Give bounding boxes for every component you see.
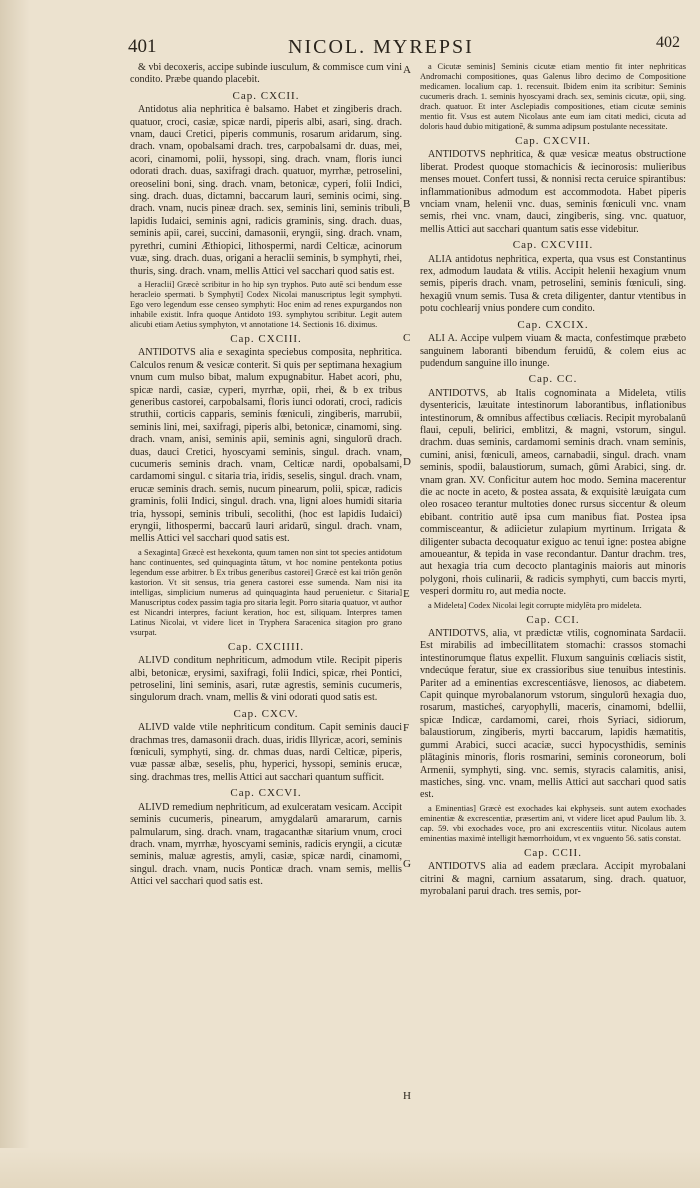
chapter-text: ANTIDOTVS alia e sexaginta speciebus composita, nephritica. Calculos renum & vesicæ conterit. Si quis per septimana hexagium vnum cum mulso bibat, malum expugnabitur. Habet acori, phu, spicæ nardi, casiæ, cyperi, myrrhæ, opii, rhei, & b ex tribus generibus castorei, carpobalsami, floris iunci odorati, croci, radicis struthii, corticis capparis, seminis fœniculi, zingiberis, marrubii, seminis lini, mei, saxifragi, piperis albi, betonicæ, cinamomi, sing. drach. vnam, anisi, seminis apii, seminis agni, singulorū drach. duas, dauci Cretici, hyoscyami seminis, singul. drach. vnam, cucumeris seminis drach. vnam, Celticæ nardi, opobalsami, cardamomi singul. c sitaria tria, iridis, seselis, singul. drach. vnam, erucæ seminis drach. semis, nucum pinearum, polii, spicæ, radicis graminis, folii Indici, singul. drach. vna, ligni aloes humidi sitaria tria, hyssopi, seminis tribuli, secolithi, (hoc est lapidis Iudaici) eryngii, lithospermi, baccarū lauri aridarū, singul. drach. vnam, mellis Attici vel sacchari quod satis est. <box>130 347 402 545</box>
chapter-heading: Cap. CXCVIII. <box>512 239 594 252</box>
chapter-heading: Cap. CCI. <box>526 613 580 626</box>
chapter-heading: Cap. CCII. <box>524 846 582 859</box>
annotation: a Mideleta] Codex Nicolai legit corrupte midylēta pro mideleta. <box>428 600 642 610</box>
chapter-heading: Cap. CXCVI. <box>230 787 302 800</box>
chapter-text: Antidotus alia nephritica è balsamo. Habet et zingiberis drach. quatuor, croci, casiæ, spicæ nardi, piperis albi, asari, sing. drach. vnam, dauci Cretici, piperis communis, rosarum aridarum, sing. drach. vnam, opobalsami drach. tres, carpobalsami dr. duas, mei, acori, cinamomi, polii, hyssopi, sing. drach. vnam, floris iunci odorati drach. duas, saxifragi drach. quatuor, myrrhæ, petroselini, oreoselini boni, sing. drach. vnam, betonicæ, cyperi, folii Indici, sing. drach. duas, dictamni, baccarum lauri, seminis ocimi, sing. drach. vnam, nucis pineæ drach. sex, seminis lini, seminis tribuli, lapidis Iudaici, seminis agni, radicis graminis, sing. drach. duas, seminis apii, carei, succini, damasonii, eryngii, sing. drach. vnam, pyrethri, cumini Æthiopici, lithospermi, nardi Celticæ, acinorum vuæ, sing. drach. duas, origani a heraclii seminis, b symphyti, rhei, thuris, sing. drach. vnam, mellis Attici vel sacchari quod satis est. <box>130 104 402 277</box>
chapter-text: ALIVD valde vtile nephriticum conditum. Capit seminis dauci drachmas tres, damasonii drach. duas, iridis Illyricæ, acori, seminis fœniculi, symphyti, sing. dr. chmas duas, nardi Celticæ, piperis, vuæ passæ albæ, seselis, phu, hyperici, hyssopi, seminis erucæ, sing. drachmas tres, mellis Attici aut sacchari quantum sufficit. <box>130 722 402 783</box>
chapter-heading: Cap. CXCII. <box>232 89 300 102</box>
chapter-heading: Cap. CXCIIII. <box>227 640 305 653</box>
page-number-right: 402 <box>656 34 680 51</box>
annotation: a Heraclii] Græcè scribitur in ho hip syn tryphos. Puto autē sci bendum esse heracleio spermati. b Symphyti] Codex Nicolai manuscriptus legit symphyti. Ego vero legendum esse censeo symphyti: Hoc enim ad renes expurgandos non inhabile existit. Infra quoque Antidoto 193. symphytou scribitur. Legit autem alicubi etiam Aetius symphyton, vt annotatione 14. Sectionis 16. diximus. <box>130 279 402 329</box>
annotation: a Sexaginta] Græcè est hexekonta, quum tamen non sint tot species antidotum hanc continuentes, sed quinquaginta tātum, vt hoc nomine pentekonta potius legendum esse arbitrer. b Ex tribus generibus castorei] Græcè est kai triōn genōn kastorion. Vt sit sensus, tria genera castorei esse sumenda. Nam nisi ita intelligas, simplicium numerus ad quinquaginta haud peruenietur. c Sitaria] Manuscriptus codex passim tagia pro sitaria legit. Porro sitaria quatuor, vt author est Nicandri interpres, faciunt keration, hoc est, siliquam. Interpres tamen Latinus Nicolai, vt videre licet in Tryphera Saracenica sitagion pro grano vsurpat. <box>130 547 402 637</box>
spine-shadow <box>0 0 30 1188</box>
margin-letter-e: E <box>403 588 410 600</box>
chapter-text: ANTIDOTVS, ab Italis cognominata a Mideleta, vtilis dysentericis, læuitate intestinorum laborantibus, inflationibus intestinorum, & omnibus affectibus cœliacis. Recipit myrobalanū flaui, cepuli, belirici, emblitzi, & magni, vstorum, singul. drachm. duas seminis, cardamomi seminis drach. vnam seminis, cumini, anisi, fœniculi, ameos, carnabadii, singul. drach. vnam seminis, spodii, balaustiorum, sumach, gūmi Arabici, sing. dr. vnam gran. XV. Conficitur autem hoc modo. Semina macerentur die ac nocte in aceto, & postea assata, & exquisitè læuigata cum oleo rosaceo terantur multoties donec rursus siccentur & oleum ebibant. contritio autē ipsa cum manibus fiat. Postea ipsa commisceantur, & adiicietur zulapium myrtinum. Irrigata & diligenter subacta decoquatur exiguo ac tenui igne: postea abigne amoueantur, & tepida in vase recondantur. Dantur drachm. tres, aut hexagia tria cum decocto plantaginis maioris aut minoris polygoni, rhois culinarii, & radicis symphyti, cum baccis myrti, vesperi dormitu ro, aut media nocte. <box>420 387 686 598</box>
running-title: NICOL. MYREPSI <box>288 36 474 58</box>
margin-letter-f: F <box>403 722 410 734</box>
margin-letter-a: A <box>403 64 411 76</box>
annotation: a Cicutæ seminis] Seminis cicutæ etiam mentio fit inter nephriticas Andromachi compositiones, quas Galenus libro decimo de Compositione medicamen. localium cap. 1. recensuit. Ibidem enim ita scribitur: Seminis cucumeris drach. 1. seminis hyoscyami drach. sex, seminis cicutæ, opii, sing. drach. quatuor. Et inter Asclepiadis compositiones, etiam cicutæ seminis mentio fit. Vsus est autem Nicolaus ante eum iam citati medici, cicuta ad doloris haud dubio mitigationē, & summa adipsum postulante necessitate. <box>420 62 686 131</box>
chapter-text: ALIVD remedium nephriticum, ad exulceratam vesicam. Accipit seminis cucumeris, pinearum, amygdalarū amararum, carnis palmularum, sing. drach. vnam, tragacanthæ sitarium vnum, croci drach. vnam, myrrhæ, hyoscyami seminis, radicis eryngii, a cicutæ seminis, maluæ agrestis, amyli, casiæ, spicæ nardi, cinamomi, singul. drach. vnam, nucis Ponticæ drach. vnam semis, mellis Attici vel sacchari quod satis est. <box>130 801 402 888</box>
page-bottom-shade <box>0 1148 700 1188</box>
chapter-heading: Cap. CXCV. <box>233 707 299 720</box>
chapter-text: ALIVD conditum nephriticum, admodum vtile. Recipit piperis albi, betonicæ, erysimi, saxifragi, folii Indici, spicæ, rhei Pontici, petroselini, lini seminis, asari, rutæ agrestis, seminis cucumeris, singulorum drach. vnam, mellis & vini odorati quod satis est. <box>130 655 402 704</box>
chapter-heading: Cap. CXCIX. <box>517 318 589 331</box>
chapter-heading: Cap. CC. <box>528 373 578 386</box>
chapter-heading: Cap. CXCIII. <box>230 332 302 345</box>
chapter-heading: Cap. CXCVII. <box>515 135 591 147</box>
margin-letter-c: C <box>403 332 411 344</box>
margin-letter-h: H <box>403 1090 411 1102</box>
chapter-text: ALI A. Accipe vulpem viuam & macta, confestimque præbeto sanguinem laboranti bibendum feruidū, & colem eius ac pudendum sanguine illo inunge. <box>420 333 686 369</box>
chapter-text: ALIA antidotus nephritica, experta, qua vsus est Constantinus rex, admodum laudata & vtilis. Accipit helenii hexagium vnum semis, piperis drach. vnam, petroselini, seminis fœniculi, sing. hexagiū vnum semis. Tusa & creta diligenter, dantur vtentibus in potu cochlearij vnius pondere cum condito. <box>420 253 686 315</box>
chapter-text: ANTIDOTVS nephritica, & quæ vesicæ meatus obstructione liberat. Prodest quoque stomachicis & iecinorosis: mulieribus menses mouet. Confert tussi, & nonnisi recta ceruice spirantibus: inflammationibus admodum est accommodota. Habet piperis vnciam vnam, helenii vnc. duas, seminis fœniculi vnc. vnam semis, rhei vnc. vnam, dauci, zingiberis, sing. vnc. quatuor, mellis Attici aut sacchari quantum satis esse videbitur. <box>420 149 686 235</box>
chapter-text: ANTIDOTVS, alia, vt prædictæ vtilis, cognominata Sardacii. Est mirabilis ad imbecillitatem stomachi: crassos stomachi intestinorumque flatus expellit. Fluxum sanguinis cœliacis sistit, vndecúque feratur, siue ex crassioribus siue tenuibus intestinis. Pariter ad a eminentias excrescentiásve, lienosos, ac diabetem. Capit quinque myrobalanorum vstorum, singulorū hexagia duo, rosarum, masticheś, caryophylli, maceris, cinamomi, bdellii, spicæ Indicæ, cardamomi, carei, rhois Syriaci, sidiorum, balaustiorum, zingiberis, myrti baccarum, lapidis hæmatitis, gummi Arabici, succi acaciæ, succi hypocysthidis, seminis plātaginis minoris, floris rosmarini, seminis coroneorum, boli Armenii, symphyti, sing. vnc. semis, styracis calamitis, anisi, mastiches, sing. vnc. vnam, mellis Attici aut sacchari quod satis est. <box>420 628 686 801</box>
chapter-text: ANTIDOTVS alia ad eadem præclara. Accipit myrobalani citrini & magni, carnium assatarum, sing. drach. quatuor, myrobalani parui drach. tres semis, por- <box>420 861 686 897</box>
page-header <box>128 36 688 62</box>
right-column <box>420 62 686 900</box>
intro-text: & vbi decoxeris, accipe subinde iusculum, & commisce cum vini condito. Præbe quando placebit. <box>130 62 402 86</box>
margin-letter-d: D <box>403 456 411 468</box>
margin-letter-g: G <box>403 858 411 870</box>
margin-letter-b: B <box>403 198 411 210</box>
page-number-left: 401 <box>128 36 157 57</box>
annotation: a Eminentias] Græcè est exochades kai ekphyseis. sunt autem exochades eminentiæ & excrescentiæ, præsertim ani, vt videre licet apud Paulum lib. 3. cap. 59. vbi exochades voce, pro ani excrescentiis vtitur. Nicolaus autem eminentias maximè intelligit hæmorrhoidum, vt ex vnguento 56. satis constat. <box>420 803 686 843</box>
left-column <box>130 62 402 891</box>
